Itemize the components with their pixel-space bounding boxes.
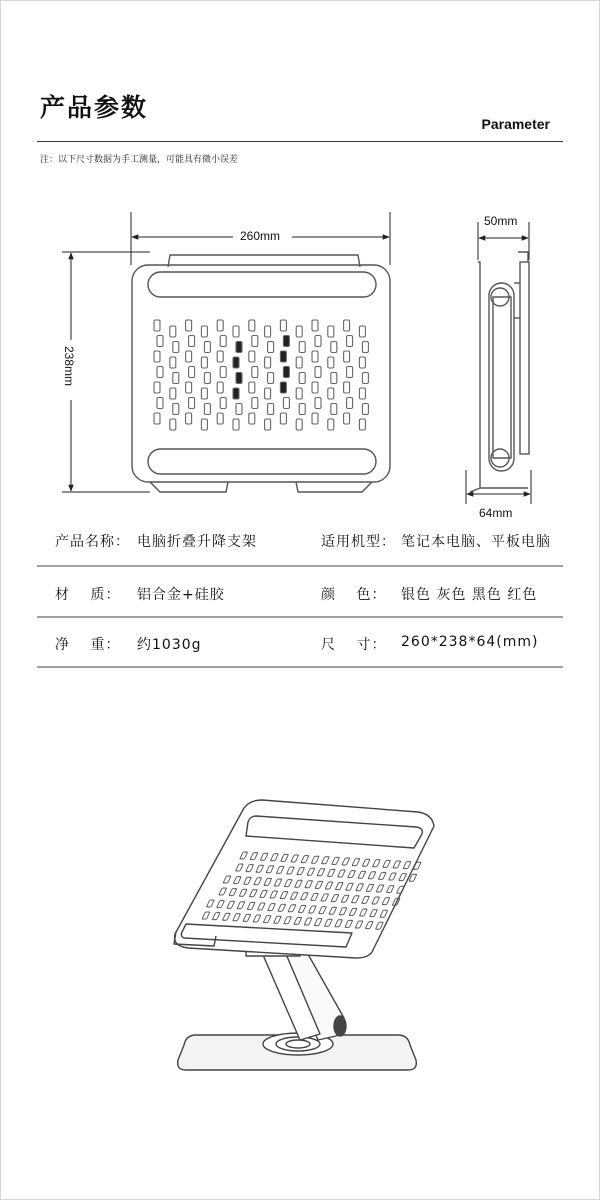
vent-slot bbox=[362, 404, 368, 415]
vent-slot bbox=[265, 388, 271, 399]
vent-slot bbox=[265, 357, 271, 368]
vent-slot bbox=[189, 367, 195, 378]
vent-slot bbox=[299, 342, 305, 353]
vent-slot bbox=[315, 367, 321, 378]
vent-slot bbox=[249, 351, 255, 362]
vent-slot bbox=[359, 419, 365, 430]
vent-slot bbox=[299, 373, 305, 384]
vent-slot bbox=[157, 367, 163, 378]
vent-slot bbox=[312, 351, 318, 362]
vent-slot bbox=[347, 367, 353, 378]
vent-slot bbox=[344, 413, 350, 424]
vent-slot bbox=[347, 336, 353, 347]
front-view bbox=[132, 255, 390, 492]
vent-slot bbox=[283, 336, 289, 347]
depth-dimensions bbox=[466, 222, 531, 504]
vent-slot bbox=[186, 413, 192, 424]
vent-slot bbox=[268, 404, 274, 415]
vent-slot bbox=[359, 388, 365, 399]
side-view bbox=[470, 252, 529, 492]
vent-slot bbox=[359, 326, 365, 337]
vent-slot bbox=[189, 336, 195, 347]
vent-slot bbox=[217, 351, 223, 362]
vent-slot bbox=[315, 336, 321, 347]
vent-slot bbox=[252, 398, 258, 409]
vent-slot bbox=[299, 404, 305, 415]
vent-slot bbox=[315, 398, 321, 409]
vent-slot bbox=[220, 367, 226, 378]
vent-slot bbox=[201, 388, 207, 399]
spec-model-label: 适用机型： bbox=[321, 534, 396, 550]
vent-slot bbox=[204, 404, 210, 415]
vent-slot bbox=[170, 357, 176, 368]
vent-slot bbox=[249, 413, 255, 424]
vent-slot bbox=[328, 357, 334, 368]
page-title: 产品参数 bbox=[40, 93, 149, 122]
vent-slot bbox=[344, 351, 350, 362]
vent-slot bbox=[296, 326, 302, 337]
vent-slot bbox=[312, 382, 318, 393]
vent-slot bbox=[252, 336, 258, 347]
vent-slot bbox=[252, 367, 258, 378]
spec-name-label: 产品名称： bbox=[55, 534, 130, 550]
vent-slot bbox=[170, 326, 176, 337]
vent-slot bbox=[236, 404, 242, 415]
measurement-note: 注：以下尺寸数据为手工测量，可能具有微小误差 bbox=[40, 155, 239, 165]
vent-slot bbox=[296, 357, 302, 368]
vent-slot bbox=[204, 373, 210, 384]
spec-size-value: 260*238*64(mm) bbox=[401, 634, 539, 650]
spec-weight-value: 约1030g bbox=[137, 637, 202, 653]
vent-slot bbox=[328, 388, 334, 399]
vent-slot bbox=[220, 398, 226, 409]
width-label: 260mm bbox=[240, 229, 281, 243]
vent-slot bbox=[268, 342, 274, 353]
vent-slot bbox=[157, 398, 163, 409]
vent-slot bbox=[170, 419, 176, 430]
depth-bottom-label: 64mm bbox=[479, 506, 513, 520]
vent-slot bbox=[217, 320, 223, 331]
vent-slot bbox=[170, 388, 176, 399]
vent-slot bbox=[347, 398, 353, 409]
height-label: 238mm bbox=[62, 346, 76, 387]
vent-slot bbox=[201, 326, 207, 337]
vent-slot bbox=[328, 326, 334, 337]
spec-weight-label: 净 重： bbox=[55, 637, 121, 653]
vent-slot bbox=[344, 382, 350, 393]
vent-slot bbox=[331, 342, 337, 353]
vent-slot bbox=[265, 419, 271, 430]
vent-slot bbox=[189, 398, 195, 409]
spec-size-label: 尺 寸： bbox=[321, 637, 387, 653]
spec-model-value: 笔记本电脑、平板电脑 bbox=[401, 534, 551, 550]
vent-slot bbox=[280, 413, 286, 424]
depth-top-label: 50mm bbox=[484, 214, 518, 228]
vent-slot bbox=[233, 326, 239, 337]
spec-name-value: 电脑折叠升降支架 bbox=[137, 534, 257, 550]
spec-material-label: 材 质： bbox=[55, 587, 121, 603]
vent-slot bbox=[186, 320, 192, 331]
spec-color-label: 颜 色： bbox=[321, 587, 387, 603]
vent-slot bbox=[283, 367, 289, 378]
vent-slot bbox=[154, 320, 160, 331]
vent-slot bbox=[359, 357, 365, 368]
vent-slot bbox=[249, 382, 255, 393]
vent-slot bbox=[173, 404, 179, 415]
vent-slot bbox=[204, 342, 210, 353]
vent-slot bbox=[217, 382, 223, 393]
vent-slot bbox=[154, 382, 160, 393]
vent-slot bbox=[233, 388, 239, 399]
vent-slot bbox=[249, 320, 255, 331]
vent-slot bbox=[362, 342, 368, 353]
vent-slot bbox=[312, 413, 318, 424]
spec-material-value: 铝合金+硅胶 bbox=[137, 587, 225, 603]
vent-slot bbox=[280, 382, 286, 393]
vent-slot bbox=[233, 419, 239, 430]
vent-slot bbox=[173, 342, 179, 353]
vent-slot bbox=[331, 373, 337, 384]
vent-slot bbox=[154, 351, 160, 362]
vent-slot bbox=[344, 320, 350, 331]
vent-slot bbox=[154, 413, 160, 424]
vent-slot bbox=[157, 336, 163, 347]
vent-slot bbox=[265, 326, 271, 337]
spec-color-value: 银色 灰色 黑色 红色 bbox=[401, 587, 538, 603]
vent-slot bbox=[186, 382, 192, 393]
vent-slot bbox=[362, 373, 368, 384]
vent-slot bbox=[186, 351, 192, 362]
vent-slot bbox=[331, 404, 337, 415]
vent-slot bbox=[220, 336, 226, 347]
page-title-en: Parameter bbox=[481, 116, 550, 132]
vent-slot bbox=[280, 320, 286, 331]
vent-slot bbox=[236, 373, 242, 384]
vent-slot bbox=[173, 373, 179, 384]
vent-slot bbox=[283, 398, 289, 409]
vent-slot bbox=[296, 388, 302, 399]
product-illustration bbox=[174, 800, 434, 1070]
vent-slot bbox=[217, 413, 223, 424]
vent-slot bbox=[280, 351, 286, 362]
vent-slot bbox=[201, 419, 207, 430]
vent-slot bbox=[312, 320, 318, 331]
vent-slot bbox=[268, 373, 274, 384]
vent-slot bbox=[328, 419, 334, 430]
vent-slot bbox=[236, 342, 242, 353]
vent-slot bbox=[201, 357, 207, 368]
vent-slot bbox=[233, 357, 239, 368]
vent-slot bbox=[296, 419, 302, 430]
